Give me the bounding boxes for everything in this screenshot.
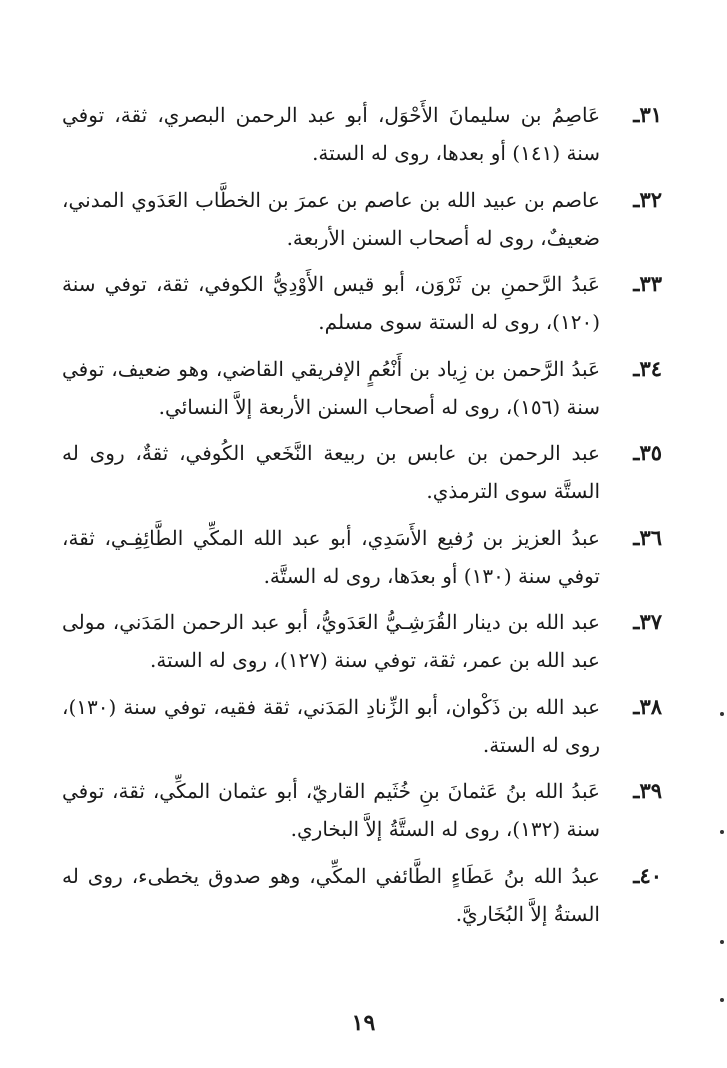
entry-text: عَبدُ الرَّحمن بن زِياد بن أَنْعُمٍ الإفريقي القاضي، وهو ضعيف، توفي سنة (١٥٦)، روى له أصحاب السنن الأربعة إلاَّ النسائي. [62,356,600,419]
entry-number: ٣٥ـ [633,440,662,465]
entry-text: عبدُ العزيز بن رُفيع الأَسَدِي، أبو عبد الله المكِّي الطَّائِفِـي، ثقة، توفي سنة (١٣٠) أو بعدَها، روى له الستَّة. [62,525,600,588]
entry-number: ٣٢ـ [633,186,662,212]
entry-text: عبدُ الله بنُ عَطَاءٍ الطَّائفي المكِّي، وهو صدوق يخطىء، روى له الستةُ إلاَّ البُخَاريَّ. [62,863,600,926]
page-number: ١٩ [351,1010,376,1036]
entry-number: ٣٤ـ [633,355,662,381]
entry-text: عَبدُ الله بنُ عَثمانَ بنِ خُثَيم القاريّ، أبو عثمان المكِّي، ثقة، توفي سنة (١٣٢)، روى له الستَّةُ إلاَّ البخاري. [62,779,600,841]
entry-35 [62,434,662,519]
entries-list [62,96,662,941]
entry-number: ٣٦ـ [633,524,662,550]
entry-33 [62,265,662,350]
entry-number: ٣٨ـ [633,693,662,719]
entry-number: ٣١ـ [633,102,662,127]
entry-36 [62,519,662,604]
entry-text: عاصم بن عبيد الله بن عاصم بن عمرَ بن الخطَّاب العَدَوي المدني، ضعيفٌ، روى له أصحاب السنن الأربعة. [62,187,600,250]
entry-number: ٤٠ـ [633,862,662,888]
scan-mark [720,830,724,834]
entry-number: ٣٧ـ [633,609,662,634]
entry-text: عَاصِمُ بن سليمانَ الأَحْوَل، أبو عبد الرحمن البصري، ثقة، توفي سنة (١٤١) أو بعدها، روى له الستة. [62,103,600,165]
entry-31 [62,96,662,181]
entry-text: عبد الله بن ذَكْوان، أبو الزِّنادِ المَدَني، ثقة فقيه، توفي سنة (١٣٠)، روى له الستة. [62,694,600,757]
entry-text: عبد الله بن دينار القُرَشِـيُّ العَدَويُّ، أبو عبد الرحمن المَدَني، مولى عبد الله بن عمر، ثقة، توفي سنة (١٢٧)، روى له الستة. [62,610,600,672]
entry-number: ٣٩ـ [633,778,662,803]
entry-text: عَبدُ الرَّحمنِ بن ثَرْوَن، أبو قيس الأَوْدِيُّ الكوفي، ثقة، توفي سنة (١٢٠)، روى له الستة سوى مسلم. [62,272,600,334]
entry-38 [62,688,662,773]
entry-34 [62,350,662,435]
scan-mark [720,712,724,716]
entry-37 [62,603,662,688]
entry-text: عبد الرحمن بن عابس بن ربيعة النَّخَعي الكُوفي، ثقةٌ، روى له الستَّة سوى الترمذي. [62,441,600,503]
entry-40 [62,857,662,942]
scan-mark [720,940,724,944]
entry-39 [62,772,662,857]
scan-mark [720,998,724,1002]
entry-32 [62,181,662,266]
entry-number: ٣٣ـ [633,271,662,296]
